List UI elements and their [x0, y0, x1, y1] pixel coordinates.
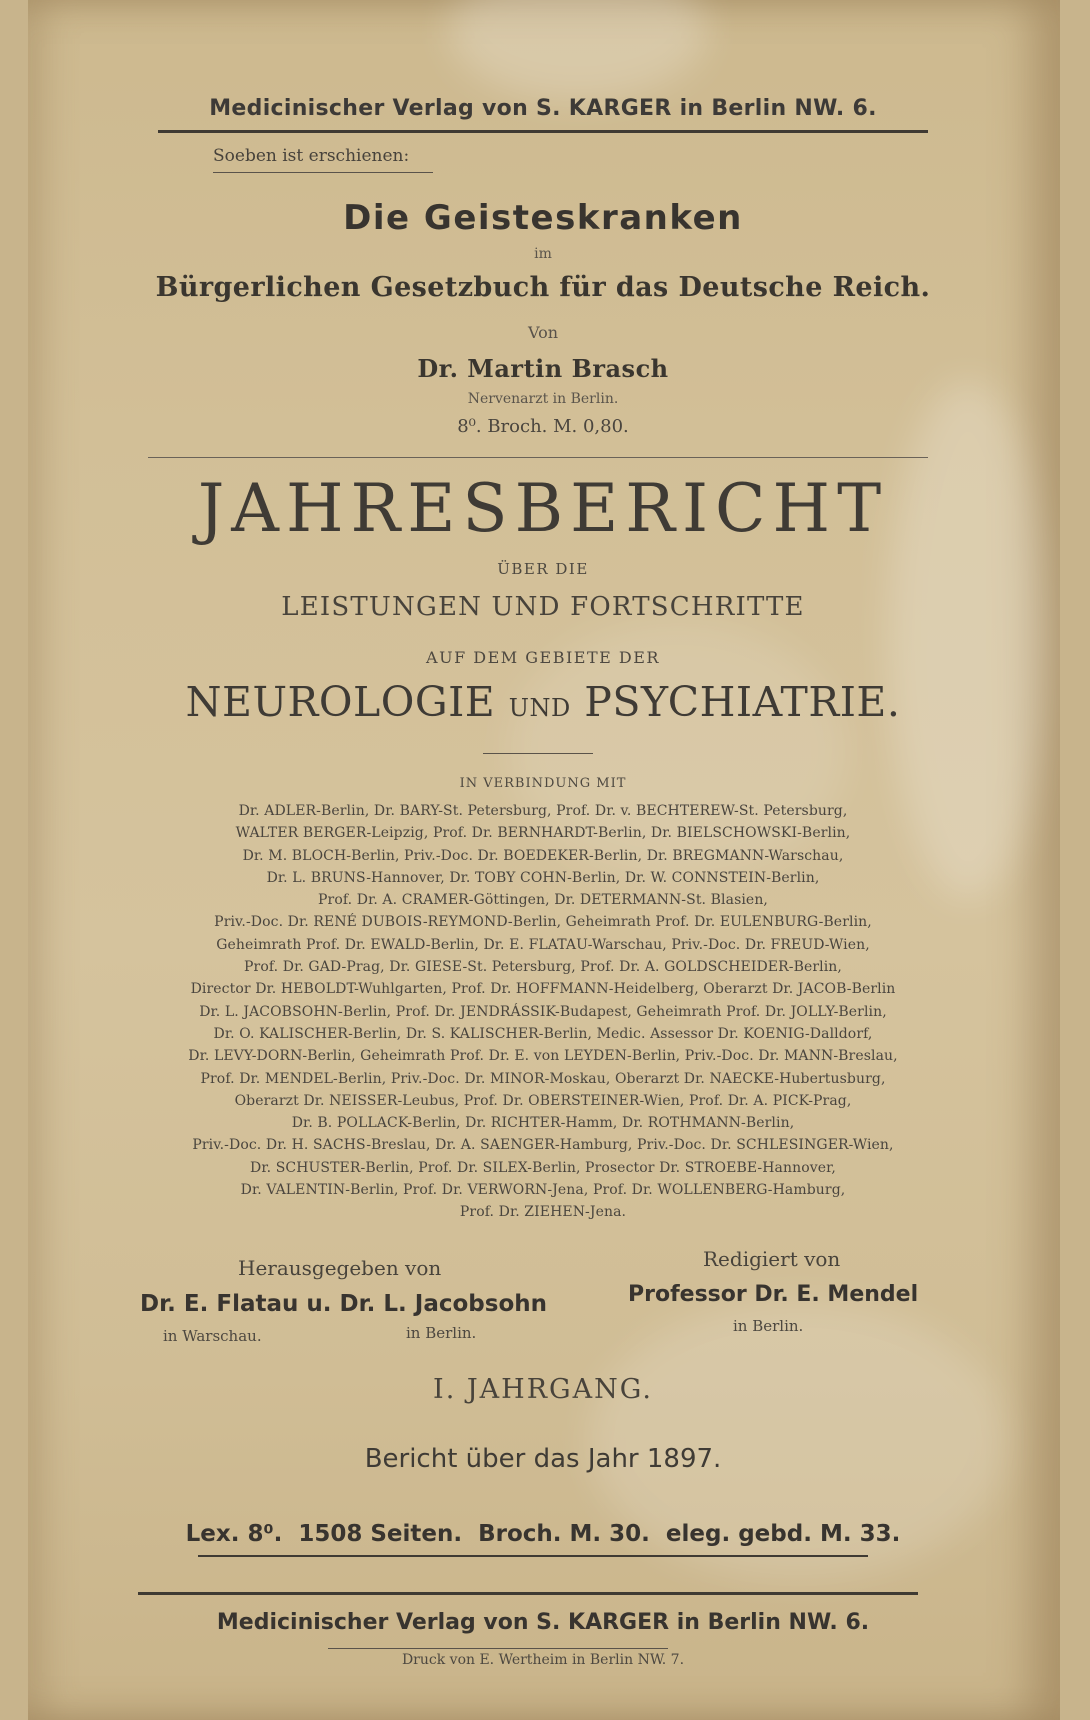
publisher-location-1: in Warschau.: [163, 1327, 262, 1345]
page: [28, 0, 1060, 1720]
editor-name: Professor Dr. E. Mendel: [628, 1282, 919, 1307]
editor-location: in Berlin.: [733, 1317, 804, 1335]
printer-credit: Druck von E. Wertheim in Berlin NW. 7.: [401, 1652, 685, 1668]
contributor-line: Geheimrath Prof. Dr. EWALD-Berlin, Dr. E. FLATAU-Warschau, Priv.-Doc. Dr. FREUD-Wien,: [216, 936, 870, 953]
contributor-line: Dr. LEVY-DORN-Berlin, Geheimrath Prof. Dr. E. von LEYDEN-Berlin, Priv.-Doc. Dr. MANN-Breslau,: [188, 1048, 898, 1065]
contributor-line: Dr. ADLER-Berlin, Dr. BARY-St. Petersburg, Prof. Dr. v. BECHTEREW-St. Petersburg,: [238, 803, 848, 819]
header-rule: [158, 130, 928, 133]
pricing-underline: [198, 1555, 868, 1557]
publishers-names: Dr. E. Flatau u. Dr. L. Jacobsohn: [140, 1291, 548, 1317]
contributors-list: [133, 800, 953, 1224]
contributor-line: Priv.-Doc. Dr. H. SACHS-Breslau, Dr. A. SAENGER-Hamburg, Priv.-Doc. Dr. SCHLESINGER-Wien,: [192, 1137, 894, 1154]
report-field: [148, 678, 938, 726]
report-line2: LEISTUNGEN UND FORTSCHRITTE: [281, 592, 805, 622]
contributor-line: Dr. VALENTIN-Berlin, Prof. Dr. VERWORN-Jena, Prof. Dr. WOLLENBERG-Hamburg,: [240, 1182, 846, 1199]
footer-publisher: Medicinischer Verlag von S. KARGER in Berlin NW. 6.: [216, 1610, 870, 1635]
top-header: Medicinischer Verlag von S. KARGER in Berlin NW. 6.: [209, 96, 877, 121]
book-author: Dr. Martin Brasch: [417, 354, 669, 383]
contributor-line: Dr. B. POLLACK-Berlin, Dr. RICHTER-Hamm, Dr. ROTHMANN-Berlin,: [291, 1115, 795, 1132]
contributor-line: Prof. Dr. MENDEL-Berlin, Priv.-Doc. Dr. MINOR-Moskau, Oberarzt Dr. NAECKE-Hubertusburg,: [200, 1070, 886, 1087]
report-line1: ÜBER DIE: [497, 560, 589, 578]
contributor-line: Prof. Dr. ZIEHEN-Jena.: [459, 1204, 627, 1221]
book-conj: im: [534, 246, 552, 262]
footer-underline: [328, 1648, 668, 1649]
pricing: Lex. 8⁰. 1508 Seiten. Broch. M. 30. eleg. gebd. M. 33.: [185, 1521, 901, 1547]
contributor-line: Dr. L. JACOBSOHN-Berlin, Prof. Dr. JENDRÁSSIK-Budapest, Geheimrath Prof. Dr. JOLLY-Berlin,: [199, 1003, 887, 1020]
book-price: 8⁰. Broch. M. 0,80.: [457, 416, 629, 437]
announcement: Soeben ist erschienen:: [213, 146, 410, 166]
book-by: Von: [527, 323, 559, 342]
contributor-line: Dr. SCHUSTER-Berlin, Prof. Dr. SILEX-Berlin, Prosector Dr. STROEBE-Hannover,: [250, 1159, 836, 1176]
collab-intro: IN VERBINDUNG MIT: [459, 776, 627, 791]
contributor-line: WALTER BERGER-Leipzig, Prof. Dr. BERNHARDT-Berlin, Dr. BIELSCHOWSKI-Berlin,: [235, 825, 851, 842]
report-title: JAHRESBERICHT: [197, 470, 889, 547]
contributor-line: Dr. O. KALISCHER-Berlin, Dr. S. KALISCHER-Berlin, Medic. Assessor Dr. KOENIG-Dalldorf,: [213, 1025, 873, 1042]
field-neurologie: NEUROLOGIE: [185, 678, 496, 726]
short-divider: [483, 753, 593, 754]
publisher-location-2: in Berlin.: [406, 1324, 477, 1342]
volume: I. JAHRGANG.: [433, 1374, 653, 1405]
field-psychiatrie: PSYCHIATRIE.: [584, 678, 901, 726]
report-year: Bericht über das Jahr 1897.: [364, 1444, 722, 1474]
book-subtitle: Bürgerlichen Gesetzbuch für das Deutsche Reich.: [155, 272, 931, 303]
contributor-line: Dr. L. BRUNS-Hannover, Dr. TOBY COHN-Berlin, Dr. W. CONNSTEIN-Berlin,: [266, 869, 820, 886]
contributor-line: Oberarzt Dr. NEISSER-Leubus, Prof. Dr. OBERSTEINER-Wien, Prof. Dr. A. PICK-Prag,: [234, 1092, 852, 1109]
section-divider: [148, 457, 928, 458]
contributor-line: Priv.-Doc. Dr. RENÉ DUBOIS-REYMOND-Berlin, Geheimrath Prof. Dr. EULENBURG-Berlin,: [214, 914, 872, 931]
contributor-line: Prof. Dr. GAD-Prag, Dr. GIESE-St. Petersburg, Prof. Dr. A. GOLDSCHEIDER-Berlin,: [244, 959, 842, 976]
paper-stain: [448, 0, 708, 100]
announcement-underline: [213, 172, 433, 173]
contributor-line: Director Dr. HEBOLDT-Wuhlgarten, Prof. Dr. HOFFMANN-Heidelberg, Oberarzt Dr. JACOB-Berlin: [190, 981, 896, 998]
book-title: Die Geisteskranken: [343, 198, 743, 238]
book-author-role: Nervenarzt in Berlin.: [467, 391, 619, 407]
report-line3: AUF DEM GEBIETE DER: [426, 648, 660, 667]
edited-by-label: Redigiert von: [703, 1247, 841, 1271]
field-and: UND: [508, 694, 571, 722]
footer-rule: [138, 1592, 918, 1595]
contributor-line: Dr. M. BLOCH-Berlin, Priv.-Doc. Dr. BOEDEKER-Berlin, Dr. BREGMANN-Warschau,: [242, 847, 844, 864]
published-by-label: Herausgegeben von: [238, 1256, 442, 1280]
contributor-line: Prof. Dr. A. CRAMER-Göttingen, Dr. DETERMANN-St. Blasien,: [318, 892, 768, 909]
